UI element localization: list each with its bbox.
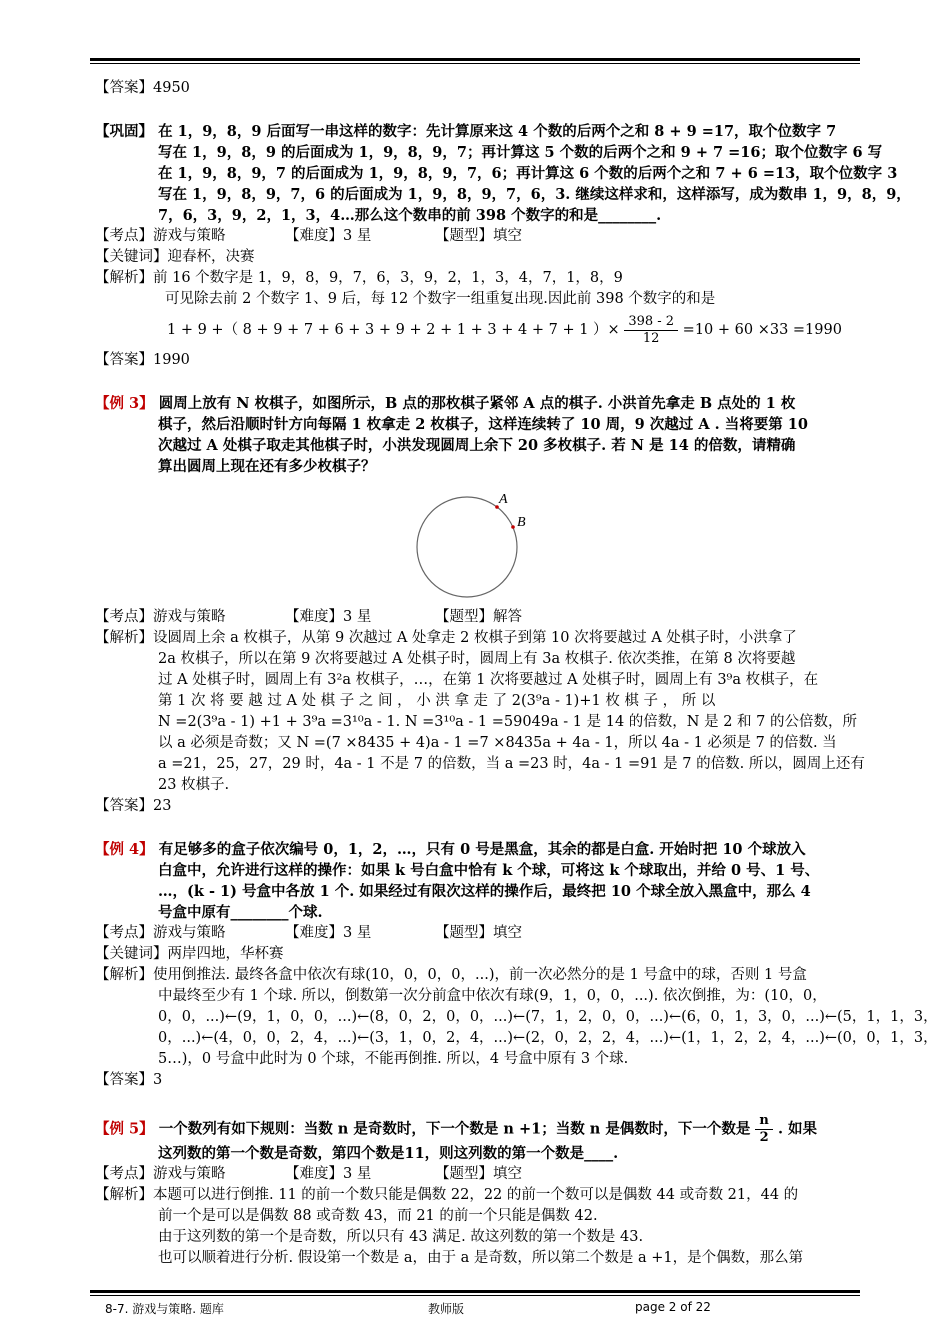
ex3-meta: 【考点】游戏与策略 【难度】3 星 【题型】解答 bbox=[95, 609, 522, 625]
consolidate-label: 【巩固】 bbox=[95, 123, 153, 140]
consolidate-meta: 【考点】游戏与策略 【难度】3 星 【题型】填空 bbox=[95, 228, 522, 244]
ex4-analysis-1: 【解析】使用倒推法. 最终各盒中依次有球(10，0，0，0，...)，前一次必然分的是 1 号盒中的球，否则 1 号盒 bbox=[95, 967, 807, 983]
point-b-dot bbox=[511, 525, 515, 529]
example-4-block bbox=[95, 839, 938, 1091]
ex5-label: 【例 5】 bbox=[95, 1120, 154, 1138]
ex4-line-1: 【例 4】 有足够多的盒子依次编号 0，1，2，…，只有 0 号是黑盒，其余的都是白盒. 开始时把 10 个球放入 bbox=[95, 841, 806, 858]
ex3-analysis-3: 过 A 处棋子时，圆周上有 3²a 枚棋子，…，在第 1 次将要越过 A 处棋子时，圆周上有 3⁹a 枚棋子，在 bbox=[158, 672, 819, 688]
ex4-meta: 【考点】游戏与策略 【难度】3 星 【题型】填空 bbox=[95, 925, 522, 941]
page-content bbox=[95, 78, 938, 1269]
circle-diagram bbox=[95, 477, 863, 607]
ex3-analysis-7: a =21，25，27，29 时，4a - 1 不是 7 的倍数，当 a =23 时，4a - 1 =91 是 7 的倍数. 所以，圆周上还有 bbox=[158, 756, 865, 772]
ex5-analysis-4: 也可以顺着进行分析. 假设第一个数是 a，由于 a 是奇数，所以第二个数是 a +1，是个偶数，那么第 bbox=[158, 1250, 804, 1266]
header-rule bbox=[90, 58, 860, 61]
ex4-keywords: 【关键词】两岸四地，华杯赛 bbox=[95, 946, 284, 962]
answer-prev: 【答案】4950 bbox=[95, 80, 190, 96]
point-b-label: B bbox=[517, 515, 526, 530]
ex3-label: 【例 3】 bbox=[95, 395, 154, 412]
ex5-analysis-2: 前一个是可以是偶数 88 或奇数 43，而 21 的前一个只能是偶数 42. bbox=[158, 1208, 598, 1224]
footer-rule bbox=[90, 1290, 860, 1293]
ex3-line-1: 【例 3】 圆周上放有 N 枚棋子，如图所示，B 点的那枚棋子紧邻 A 点的棋子. 小洪首先拿走 B 点处的 1 枚 bbox=[95, 395, 796, 412]
formula-fraction: $\frac{398 - 2}{12}$ bbox=[624, 314, 678, 347]
ex4-line-4: 号盒中原有________个球. bbox=[158, 904, 323, 921]
ex4-label: 【例 4】 bbox=[95, 841, 154, 858]
ex4-line-3: …，(k - 1) 号盒中各放 1 个. 如果经过有限次这样的操作后，最终把 10 个球全放入黑盒中，那么 4 bbox=[158, 883, 811, 900]
ex3-analysis-2: 2a 枚棋子，所以在第 9 次将要越过 A 处棋子时，圆周上有 3a 枚棋子. 依次类推，在第 8 次将要越 bbox=[158, 651, 796, 667]
consolidate-line-5: 7，6，3，9，2，1，3，4…那么这个数串的前 398 个数字的和是________. bbox=[158, 207, 662, 224]
ex3-analysis-1: 【解析】设圆周上余 a 枚棋子，从第 9 次越过 A 处拿走 2 枚棋子到第 10 次将要越过 A 处棋子时，小洪拿了 bbox=[95, 630, 797, 646]
ex4-line-2: 白盒中，允许进行这样的操作：如果 k 号白盒中恰有 k 个球，可将这 k 个球取出，并给 0 号、1 号、 bbox=[158, 862, 820, 879]
ex4-analysis-5: 5…)，0 号盒中此时为 0 个球，不能再倒推. 所以，4 号盒中原有 3 个球. bbox=[158, 1051, 629, 1067]
ex5-analysis-1: 【解析】本题可以进行倒推. 11 的前一个数只能是偶数 22，22 的前一个数可以是偶数 44 或奇数 21，44 的 bbox=[95, 1187, 799, 1203]
consolidate-keywords: 【关键词】迎春杯，决赛 bbox=[95, 249, 255, 265]
ex5-fraction: $\frac{n}{2}$ bbox=[755, 1113, 772, 1146]
ex4-analysis-3: 0，0，...)←(9，1，0，0，...)←(8，0，2，0，0，...)←(7，1，2，0，0，...)←(6，0，1，3，0，...)←(5，1，1，3， bbox=[158, 1009, 938, 1025]
ex3-answer: 【答案】23 bbox=[95, 798, 172, 814]
footer-page-number: page 2 of 22 bbox=[635, 1300, 711, 1314]
consolidate-formula: 1 + 9 +（ 8 + 9 + 7 + 6 + 3 + 9 + 2 + 1 + 3 + 4 + 7 + 1 ）× $\frac{398 - 2}{12}$ =10 + 60 ×33 =1990 bbox=[167, 313, 842, 346]
ex3-line-3: 次越过 A 处棋子取走其他棋子时，小洪发现圆周上余下 20 多枚棋子. 若 N 是 14 的倍数，请精确 bbox=[158, 437, 796, 454]
consolidate-answer: 【答案】1990 bbox=[95, 352, 190, 368]
ex3-line-4: 算出圆周上现在还有多少枚棋子？ bbox=[158, 458, 376, 475]
ex4-analysis-2: 中最终至少有 1 个球. 所以，倒数第一次分前盒中依次有球(9，1，0，0，...). 依次倒推，为：(10，0， bbox=[158, 988, 827, 1004]
consolidate-analysis-1: 【解析】前 16 个数字是 1，9，8，9，7，6，3，9，2，1，3，4，7，1，8，9 bbox=[95, 270, 623, 286]
ex3-analysis-5: N =2(3⁹a - 1) +1 + 3⁹a =3¹⁰a - 1. N =3¹⁰a - 1 =59049a - 1 是 14 的倍数，N 是 2 和 7 的公倍数，所 bbox=[158, 714, 857, 730]
example-3-block bbox=[95, 393, 863, 817]
consolidate-line-4: 写在 1，9，8，9，7，6 的后面成为 1，9，8，9，7，6，3. 继续这样求和，这样添写，成为数串 1，9，8，9， bbox=[158, 186, 911, 203]
ex5-line-1: 【例 5】 一个数列有如下规则：当数 n 是奇数时，下一个数是 n +1；当数 n 是偶数时，下一个数是 $\frac{n}{2}$ . 如果 bbox=[95, 1113, 818, 1145]
example-5-block bbox=[95, 1113, 863, 1269]
footer-title: 8-7. 游戏与策略. 题库 bbox=[105, 1302, 224, 1316]
circle bbox=[417, 497, 517, 597]
consolidate-line-3: 在 1，9，8，9，7 的后面成为 1，9，8，9，7，6；再计算这 6 个数的后两个之和 7 + 6 =13，取个位数字 3 bbox=[158, 165, 898, 182]
ex4-analysis-4: 0，...)←(4，0，0，2，4，...)←(3，1，0，2，4，...)←(2，0，2，2，4，...)←(1，1，2，2，4，...)←(0，0，1，3， bbox=[158, 1030, 938, 1046]
consolidate-block bbox=[95, 121, 911, 371]
footer-edition: 教师版 bbox=[428, 1302, 465, 1316]
circle-figure bbox=[95, 477, 863, 607]
header-rule-thin bbox=[90, 63, 860, 64]
ex3-analysis-6: 以 a 必须是奇数；又 N =(7 ×8435 + 4)a - 1 =7 ×8435a + 4a - 1，所以 4a - 1 必须是 7 的倍数. 当 bbox=[158, 735, 837, 751]
ex3-line-2: 棋子，然后沿顺时针方向每隔 1 枚拿走 2 枚棋子，这样连续转了 10 周，9 次越过 A . 当将要第 10 bbox=[158, 416, 808, 433]
ex4-answer: 【答案】3 bbox=[95, 1072, 163, 1088]
consolidate-analysis-2: 可见除去前 2 个数字 1、9 后，每 12 个数字一组重复出现.因此前 398 个数字的和是 bbox=[165, 291, 716, 307]
point-a-label: A bbox=[499, 492, 508, 507]
ex5-meta: 【考点】游戏与策略 【难度】3 星 【题型】填空 bbox=[95, 1166, 522, 1182]
ex3-analysis-8: 23 枚棋子. bbox=[158, 777, 230, 793]
consolidate-line-2: 写在 1，9，8，9 的后面成为 1，9，8，9，7；再计算这 5 个数的后两个之和 9 + 7 =16；取个位数字 6 写 bbox=[158, 144, 883, 161]
consolidate-line-1: 【巩固】 在 1，9，8，9 后面写一串这样的数字：先计算原来这 4 个数的后两个之和 8 + 9 =17，取个位数字 7 bbox=[95, 123, 837, 140]
ex5-line-2: 这列数的第一个数是奇数，第四个数是11，则这列数的第一个数是____. bbox=[158, 1145, 619, 1162]
ex5-analysis-3: 由于这列数的第一个是奇数，所以只有 43 满足. 故这列数的第一个数是 43. bbox=[158, 1229, 644, 1245]
footer-rule-thin bbox=[90, 1295, 860, 1296]
ex3-analysis-4: 第 1 次 将 要 越 过 A 处 棋 子 之 间 ， 小 洪 拿 走 了 2(3⁹a - 1)+1 枚 棋 子 ， 所 以 bbox=[158, 693, 716, 709]
